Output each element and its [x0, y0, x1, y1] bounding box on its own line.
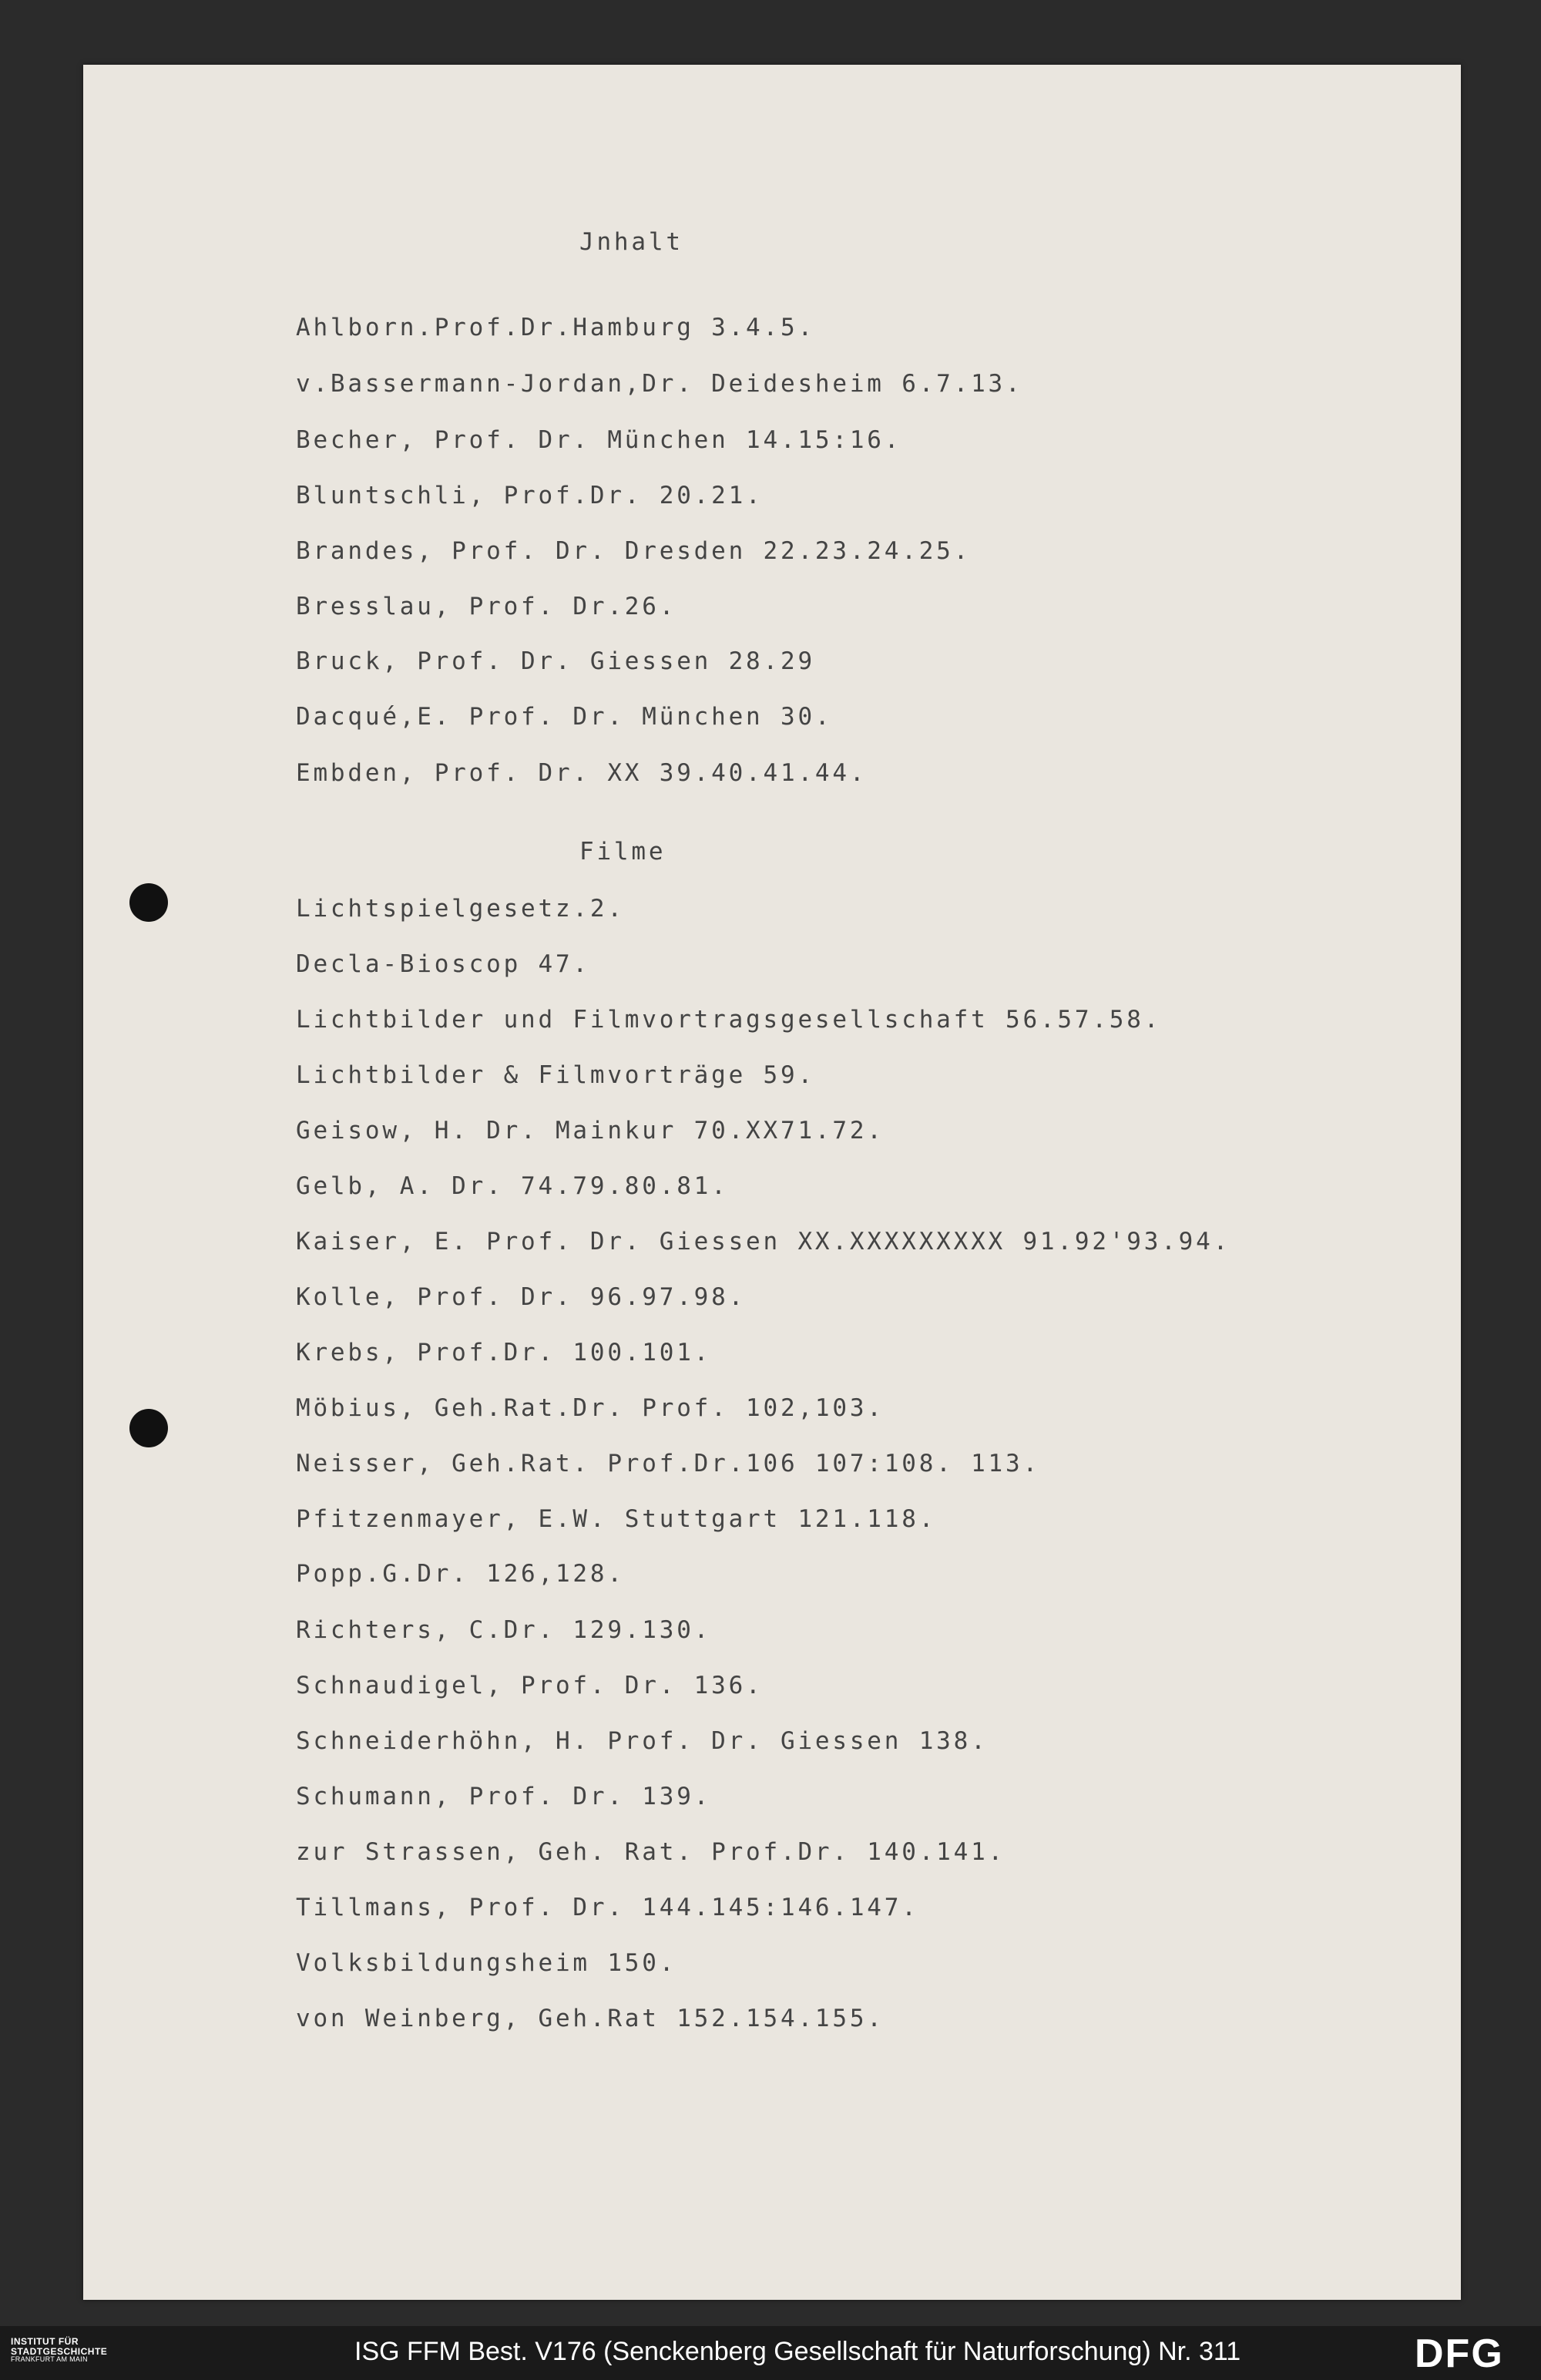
punch-hole: [129, 1409, 168, 1447]
index-entry: Richters, C.Dr. 129.130.: [296, 1616, 712, 1644]
page-heading: Jnhalt: [579, 228, 683, 256]
dfg-logo: DFG: [1415, 2331, 1504, 2376]
index-entry: Tillmans, Prof. Dr. 144.145:146.147.: [296, 1894, 919, 1921]
index-entry: Popp.G.Dr. 126,128.: [296, 1560, 625, 1588]
index-entry: Becher, Prof. Dr. München 14.15:16.: [296, 426, 902, 454]
archive-caption: ISG FFM Best. V176 (Senckenberg Gesellschaft für Naturforschung) Nr. 311: [354, 2337, 1241, 2366]
index-entry: Kaiser, E. Prof. Dr. Giessen XX.XXXXXXXXX 91.92'93.94.: [296, 1228, 1231, 1256]
index-entry: Neisser, Geh.Rat. Prof.Dr.106 107:108. 113.: [296, 1450, 1040, 1477]
index-entry: zur Strassen, Geh. Rat. Prof.Dr. 140.141.: [296, 1838, 1006, 1866]
section-heading: Filme: [579, 838, 666, 866]
index-entry: Schumann, Prof. Dr. 139.: [296, 1783, 712, 1810]
index-entry: Ahlborn.Prof.Dr.Hamburg 3.4.5.: [296, 314, 815, 341]
index-entry: v.Bassermann-Jordan,Dr. Deidesheim 6.7.13.: [296, 370, 1023, 398]
index-entry: Bresslau, Prof. Dr.26.: [296, 593, 677, 620]
index-entry: Bluntschli, Prof.Dr. 20.21.: [296, 482, 764, 509]
index-entry: Dacqué,E. Prof. Dr. München 30.: [296, 703, 833, 731]
index-entry: Möbius, Geh.Rat.Dr. Prof. 102,103.: [296, 1394, 885, 1422]
index-entry: Embden, Prof. Dr. XX 39.40.41.44.: [296, 759, 868, 787]
index-entry: Geisow, H. Dr. Mainkur 70.XX71.72.: [296, 1117, 885, 1145]
index-entry: Bruck, Prof. Dr. Giessen 28.29: [296, 647, 815, 675]
index-entry: Gelb, A. Dr. 74.79.80.81.: [296, 1172, 729, 1200]
footer-bar: [0, 2326, 1541, 2380]
index-entry: Schnaudigel, Prof. Dr. 136.: [296, 1672, 764, 1699]
index-entry: Brandes, Prof. Dr. Dresden 22.23.24.25.: [296, 537, 972, 565]
index-entry: Lichtbilder & Filmvorträge 59.: [296, 1061, 815, 1089]
institute-logo: [11, 2337, 107, 2364]
index-entry: Decla-Bioscop 47.: [296, 950, 590, 978]
institute-logo-line: STADTGESCHICHTE: [11, 2345, 108, 2357]
punch-hole: [129, 883, 168, 922]
document-page: [83, 65, 1461, 2300]
index-entry: Volksbildungsheim 150.: [296, 1949, 677, 1977]
institute-logo-line: FRANKFURT AM MAIN: [11, 2355, 88, 2364]
index-entry: Lichtbilder und Filmvortragsgesellschaft 56.57.58.: [296, 1006, 1162, 1034]
index-entry: von Weinberg, Geh.Rat 152.154.155.: [296, 2005, 885, 2032]
institute-logo-line: INSTITUT FÜR: [11, 2336, 79, 2347]
index-entry: Schneiderhöhn, H. Prof. Dr. Giessen 138.: [296, 1727, 989, 1755]
index-entry: Kolle, Prof. Dr. 96.97.98.: [296, 1283, 747, 1311]
index-entry: Pfitzenmayer, E.W. Stuttgart 121.118.: [296, 1505, 937, 1533]
index-entry: Lichtspielgesetz.2.: [296, 895, 625, 923]
index-entry: Krebs, Prof.Dr. 100.101.: [296, 1339, 712, 1366]
